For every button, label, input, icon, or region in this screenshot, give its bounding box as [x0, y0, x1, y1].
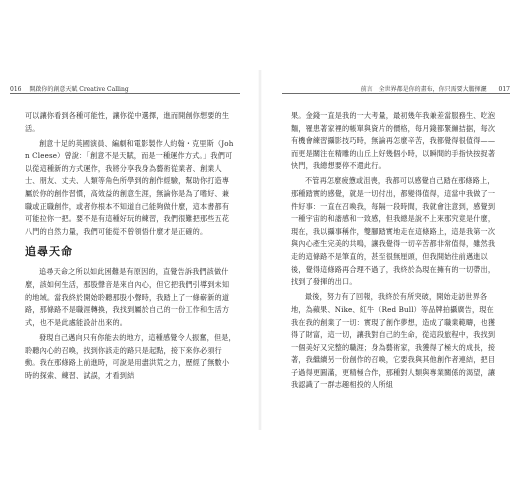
left-page-body [25, 110, 236, 385]
paragraph: 果。金錢一直是我的一大考量，最初幾年我兼差當服務生、吃泡麵，罹患著家裡的帳單與資片的價格，每月錢都緊繃拮据，每次有機會練習攝影技巧時，無論再怎麼辛苦，我都覺得很值得——而更是關注在精雕的山丘上好幾個小時，以瞬間的手指快按捉著快門，我總想要停不還此行。 [291, 111, 496, 171]
paragraph: 可以讓你看到各種可能性，讓你從中選擇，進而開創你想要的生活。 [25, 111, 230, 133]
paragraph: 追尋天命之所以如此困難是有原因的，直覺告訴我們該做什麼，該如何生活，那股聲音是來自內心，但它把我們引導到未知的地域。當我終於開始聆聽那股小聲時，我踏上了一條嶄新的道路，那條路不是職涯轉換，我找到屬於自己的一份工作和生活方式，也不是此處能設計出來的。 [25, 267, 230, 327]
book-gutter [258, 70, 262, 430]
right-header-rule [282, 93, 510, 94]
paragraph: 最後，努力有了回報，我終於有所突破，開始走訪世界各地，為蘋果、Nike、紅牛（Red Bull）等品牌拍攝廣告，現在我在我的創業了一切：實現了創作夢想，造成了職業範疇，也獲得了財富，這一切，讓我對自己的生命，從這段旅程中，我找到一個美好又完整的職涯；身為藝術家，我獲得了極大的成長，接著，我繼續另一份創作的召喚，它要我與其他創作者連結，把目子過得更圓滿，更精極合作，那種對人類與專業關係的渴望，讓我認識了一群志趣相投的人所組 [291, 292, 496, 390]
left-running-head: 開啟你的創意天賦 Creative Calling [29, 86, 129, 93]
left-page-header [10, 84, 129, 93]
right-page-header [361, 84, 510, 93]
left-page-number: 016 [10, 86, 22, 93]
section-heading: 追尋天命 [25, 245, 73, 259]
left-header-rule [10, 93, 240, 94]
right-page-number: 017 [498, 86, 510, 93]
right-running-head: 前言 全世界都是你的畫布，你只需要大膽揮灑 [360, 86, 487, 93]
paragraph: 創意十足的英國演員、編劇和電影製作人約翰・克里斯（John Cleese）曾說：「創意不是天賦，而是一種運作方式。」我們可以從這種新的方式運作，我將分享我身為藝術從業者、創業人士、朋友、丈夫、人類等角色所學到的創作經驗，幫助你打造專屬於你的創作習慣，高效益的創意生涯，無論你是為了嗜好、兼職或正職創作，或者你根本不知道自己能夠做什麼，這本書都有可能拉你一把。要不是有這種好玩的練習，我們很難把那些五花八門的自然力量，我們可能從不曾領悟什麼才是正確的。 [25, 138, 234, 236]
right-page-body [291, 110, 498, 395]
paragraph: 不管再怎麼疲憊或沮喪，我都可以感覺自己踏在那條路上，那種踏實的感覺，就是一切付出，都變得值得，這當中我做了一件好事：一直在召喚我，每隔一段時間，我就會注意到，感覺到一種宇宙的和諧感和一致感，但我總是說不上來那究竟是什麼，現在，我以攝事稱作，雙腳踏實地走在這條路上，這是我第一次與內心產生完美的共鳴，讓我覺得一切辛苦都非常值得，雖然我走的這條路不是筆直的，甚至很無厘頭，但我開始往前邁進以後，覺得這條路再合理不過了，我終於為現在擁有的一切帶出，找到了發揮的出口。 [291, 176, 496, 287]
paragraph: 發現自己邁向只有你能去的地方，這種感覺令人振奮，但是，聆聽內心的召喚，找到你該走的路只是起點，接下來你必須行動。我在那條路上前進時，可說是用盡洪荒之力，歷經了無數小時的探索、練習、試誤，才看到結 [25, 332, 236, 380]
